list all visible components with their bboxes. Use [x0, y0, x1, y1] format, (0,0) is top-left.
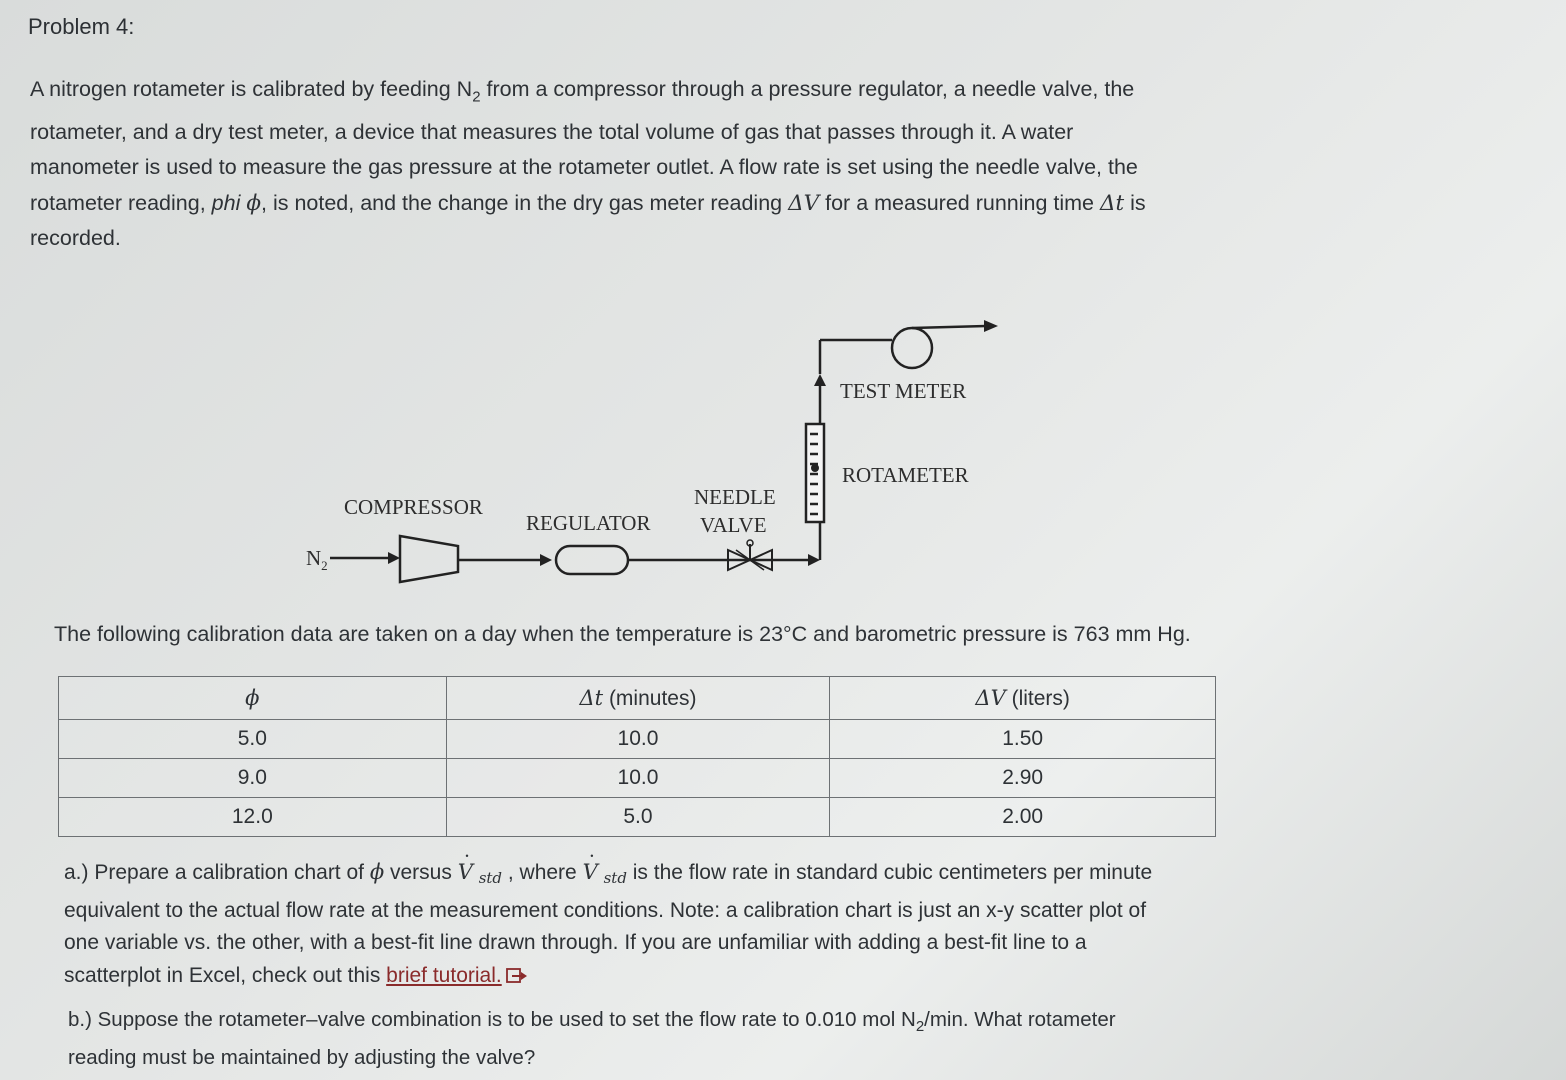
table-cell: 2.90: [830, 759, 1216, 798]
phi-symbol: ϕ: [246, 190, 261, 216]
subscript: 2: [472, 88, 481, 106]
regulator-icon: [556, 546, 628, 574]
intro-line-2: rotameter, and a dry test meter, a device that measures the total volume of gas that passes through it. A water: [30, 119, 1074, 144]
part-a-text: is the flow rate in standard cubic centimeters per minute: [626, 861, 1153, 884]
rotameter-label: ROTAMETER: [842, 463, 969, 487]
part-a-line-2: equivalent to the actual flow rate at the measurement conditions. Note: a calibration chart is just an x-y scatter plot of: [64, 898, 1147, 922]
intro-line-1: [30, 72, 1270, 115]
table-cell: 2.00: [830, 798, 1216, 837]
part-b-line-1: [68, 1004, 1258, 1042]
delta-v-symbol: ΔV: [975, 685, 1006, 710]
intro-text: rotameter reading,: [30, 190, 212, 215]
n2-label: $N_2$: [306, 546, 328, 573]
table-header-row: [59, 677, 1216, 720]
outlet-arrow-icon: [984, 320, 998, 332]
intro-text: for a measured running time: [819, 190, 1100, 215]
part-b-text: /min. What rotameter: [924, 1008, 1116, 1031]
pipe-arrow-icon: [814, 374, 826, 386]
std-subscript: std: [478, 869, 503, 887]
phi-symbol: ϕ: [369, 860, 385, 884]
header-delta-t: [446, 677, 830, 720]
intro-text: A nitrogen rotameter is calibrated by feeding N: [30, 77, 473, 101]
problem-intro: [30, 72, 1270, 257]
phi-symbol: ϕ: [245, 685, 260, 710]
header-text: (minutes): [603, 686, 697, 710]
part-a-line-1: [64, 856, 1254, 895]
part-a-text: versus: [384, 861, 458, 884]
table-cell: 5.0: [59, 720, 447, 759]
table-cell: 5.0: [446, 798, 830, 837]
header-delta-v: [830, 677, 1216, 720]
intro-text: from a compressor through a pressure regulator, a needle valve, the: [480, 77, 1135, 101]
intro-line-4: [30, 186, 1270, 222]
problem-title: Problem 4:: [28, 14, 135, 39]
compressor-icon: [400, 536, 458, 582]
v-dot-symbol: ˙ V: [583, 860, 598, 884]
part-a-line-4: [64, 960, 1254, 996]
process-diagram-svg: [300, 310, 1020, 610]
delta-v-symbol: ΔV: [788, 190, 820, 216]
brief-tutorial-link[interactable]: brief tutorial.: [386, 963, 502, 987]
feed-arrow-icon: [388, 552, 400, 564]
part-b-line-2: reading must be maintained by adjusting the valve?: [68, 1046, 536, 1070]
conditions-text: The following calibration data are taken on a day when the temperature is 23°C and barometric pressure is 763 mm Hg.: [54, 622, 1191, 646]
part-a-text: a.) Prepare a calibration chart of: [64, 861, 370, 884]
table-row: [59, 798, 1216, 837]
external-link-icon[interactable]: [506, 963, 528, 996]
subscript: 2: [915, 1018, 925, 1036]
part-b-text: b.) Suppose the rotameter–valve combination is to be used to set the flow rate to 0.010 mol N: [68, 1008, 916, 1031]
delta-t-symbol: Δt: [1100, 190, 1125, 216]
regulator-label: REGULATOR: [526, 511, 651, 535]
part-a-text: scatterplot in Excel, check out this: [64, 963, 387, 987]
needle-label: NEEDLE: [694, 485, 776, 509]
v-dot-symbol: ˙ V: [458, 860, 473, 884]
delta-t-symbol: Δt: [579, 685, 604, 710]
table-row: [59, 720, 1216, 759]
table-cell: 9.0: [59, 759, 447, 798]
table-cell: 1.50: [830, 720, 1216, 759]
intro-text: , is noted, and the change in the dry gas meter reading: [261, 190, 789, 215]
pipe-arrow-icon: [540, 554, 552, 566]
compressor-label: COMPRESSOR: [344, 495, 483, 519]
table-row: [59, 759, 1216, 798]
intro-line-5: recorded.: [30, 226, 121, 251]
rotameter-float-icon: [811, 464, 819, 472]
header-phi: [59, 677, 447, 720]
test-meter-label: TEST METER: [840, 379, 967, 403]
table-cell: 10.0: [446, 759, 830, 798]
part-a-text: , where: [502, 861, 583, 884]
header-text: (liters): [1005, 686, 1070, 710]
part-a: [64, 856, 1254, 995]
table-cell: 12.0: [59, 798, 447, 837]
table-cell: 10.0: [446, 720, 830, 759]
test-meter-icon: [892, 328, 932, 368]
outlet-line: [912, 326, 986, 328]
valve-label: VALVE: [700, 513, 767, 537]
intro-line-3: manometer is used to measure the gas pressure at the rotameter outlet. A flow rate is set using the needle valve, the: [30, 155, 1138, 180]
phi-word: phi: [211, 190, 241, 215]
pipe-arrow-icon: [808, 554, 820, 566]
intro-text: is: [1124, 190, 1146, 215]
part-b: [68, 1004, 1258, 1073]
std-subscript: std: [603, 869, 627, 887]
calibration-table: [58, 676, 1216, 837]
process-diagram: [300, 310, 1020, 610]
part-a-line-3: one variable vs. the other, with a best-fit line drawn through. If you are unfamiliar with adding a best-fit line to a: [64, 931, 1087, 954]
